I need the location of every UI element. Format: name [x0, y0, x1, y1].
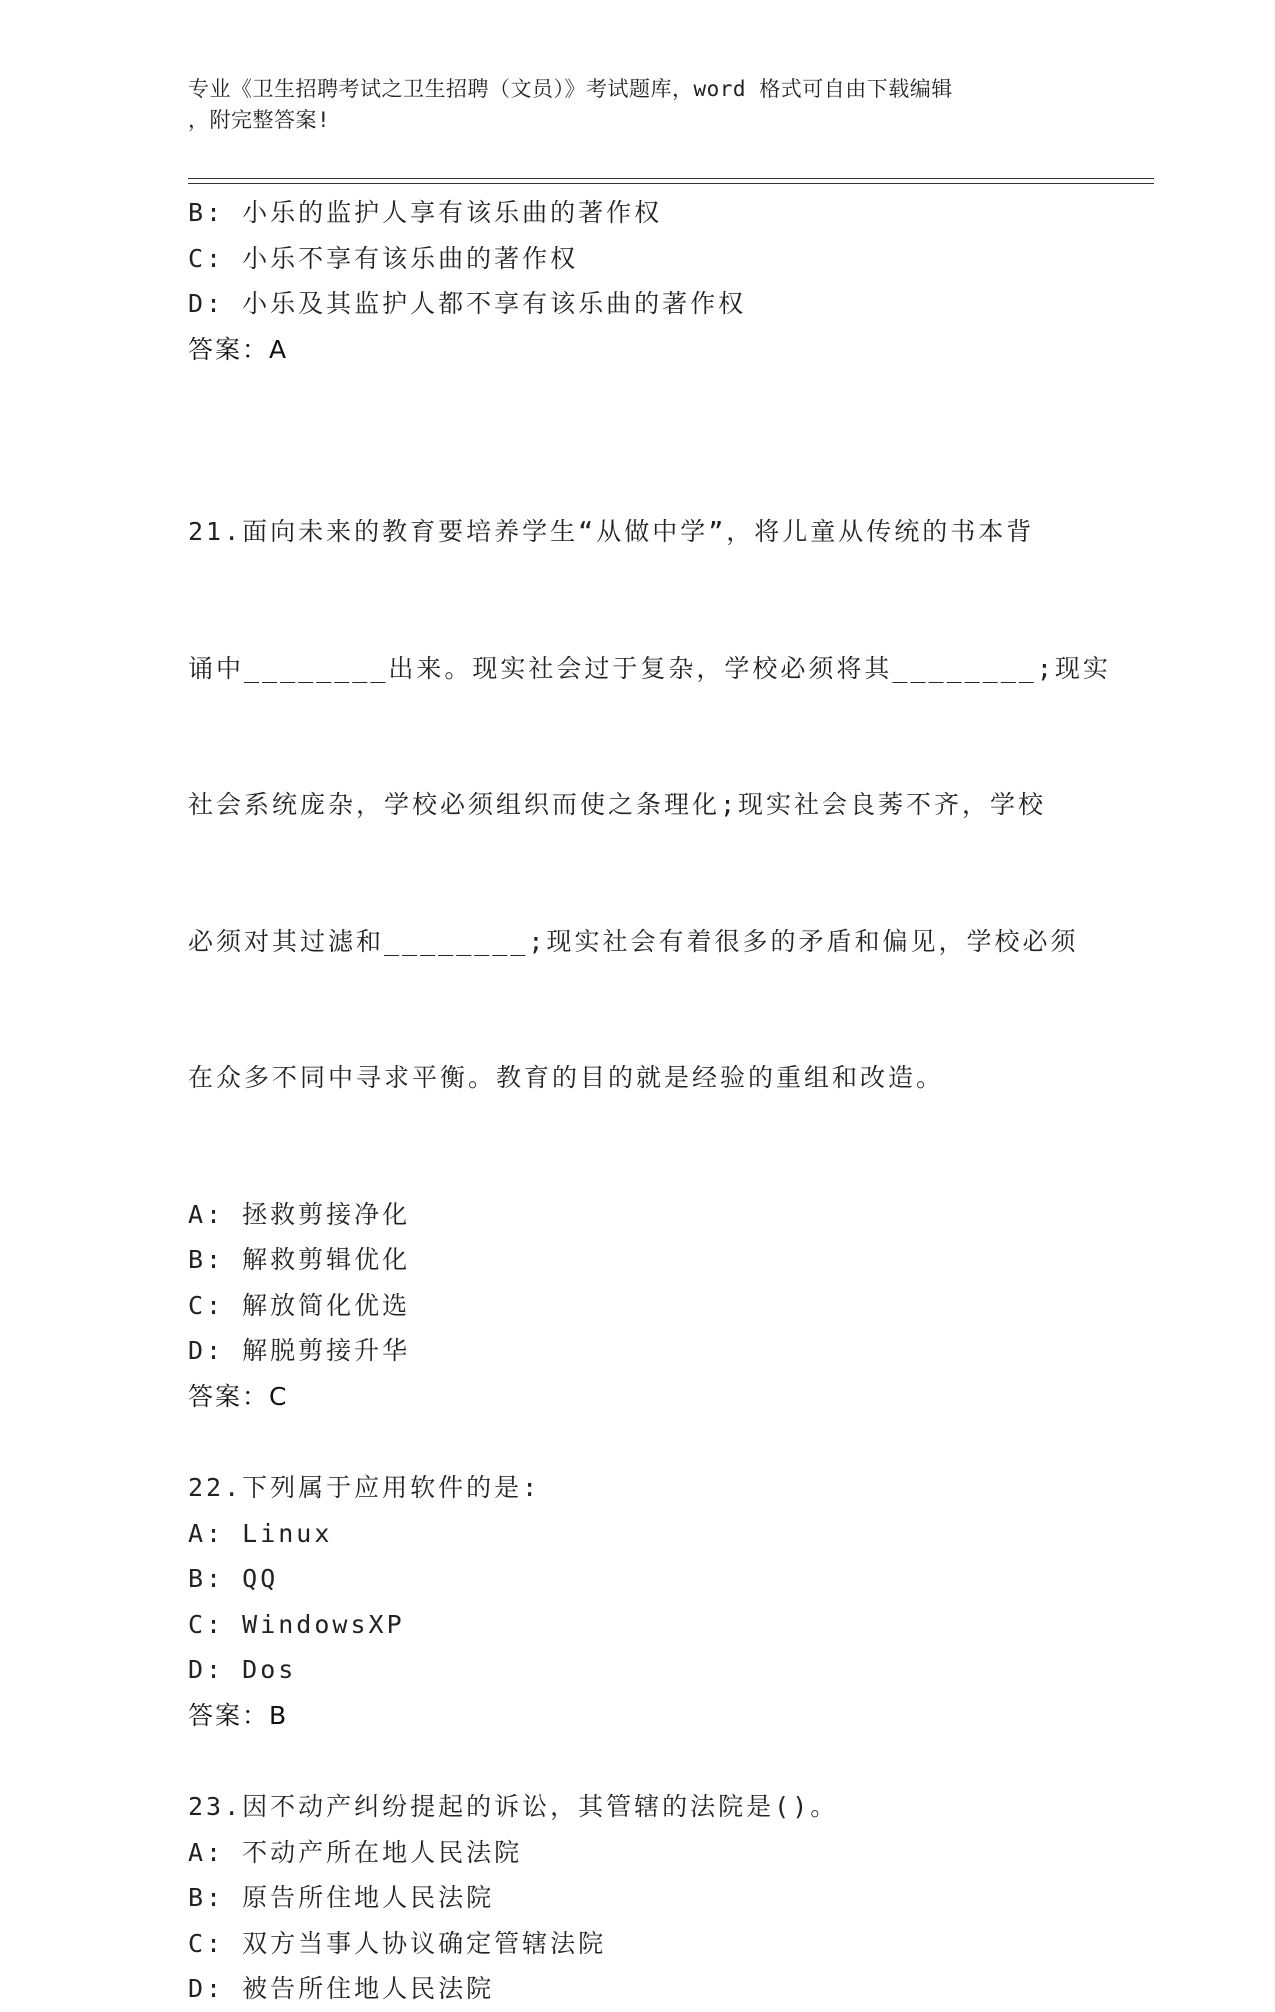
- option-d: D: 被告所住地人民法院: [188, 1974, 495, 2003]
- question-22: [188, 1465, 1088, 1738]
- option-a: A: 不动产所在地人民法院: [188, 1837, 523, 1867]
- answer-line: 答案：B: [188, 1700, 289, 1730]
- question-20-tail: [188, 190, 1088, 372]
- question-23: [188, 1784, 1088, 2012]
- option-d: D: Dos: [188, 1655, 297, 1684]
- question-21: [188, 418, 1111, 1419]
- answer-line: 答案：C: [188, 1381, 289, 1411]
- question-stem: 23.因不动产纠纷提起的诉讼，其管辖的法院是()。: [188, 1792, 839, 1821]
- option-b: B: 小乐的监护人享有该乐曲的著作权: [188, 198, 663, 227]
- document-header: [188, 74, 1068, 136]
- question-stem-line: 在众多不同中寻求平衡。教育的目的就是经验的重组和改造。: [188, 1063, 945, 1092]
- header-line-1: 专业《卫生招聘考试之卫生招聘（文员）》考试题库，word 格式可自由下载编辑: [188, 77, 953, 101]
- option-b: B: QQ: [188, 1564, 279, 1593]
- option-c: C: WindowsXP: [188, 1609, 405, 1639]
- question-stem-line: 社会系统庞杂，学校必须组织而使之条理化;现实社会良莠不齐，学校: [188, 790, 1047, 819]
- option-b: B: 原告所住地人民法院: [188, 1883, 495, 1912]
- question-stem-line: 21.面向未来的教育要培养学生“从做中学”，将儿童从传统的书本背: [188, 517, 1035, 546]
- option-a: A: 拯救剪接净化: [188, 1199, 411, 1229]
- option-b: B: 解救剪辑优化: [188, 1245, 411, 1274]
- question-stem: [188, 418, 1111, 1192]
- option-d: D: 解脱剪接升华: [188, 1336, 411, 1365]
- answer-line: 答案：A: [188, 334, 289, 364]
- option-c: C: 小乐不享有该乐曲的著作权: [188, 243, 579, 273]
- question-stem-line: 必须对其过滤和________;现实社会有着很多的矛盾和偏见，学校必须: [188, 926, 1079, 956]
- question-stem: 22.下列属于应用软件的是:: [188, 1473, 541, 1502]
- header-line-2: ，附完整答案!: [188, 108, 331, 132]
- option-a: A: Linux: [188, 1518, 333, 1548]
- question-list: [188, 190, 1111, 2012]
- option-c: C: 解放简化优选: [188, 1290, 411, 1320]
- header-divider-top: [188, 178, 1154, 179]
- header-divider-bottom: [188, 183, 1154, 184]
- question-stem-line: 诵中________出来。现实社会过于复杂，学校必须将其________;现实: [188, 653, 1111, 683]
- option-d: D: 小乐及其监护人都不享有该乐曲的著作权: [188, 289, 747, 318]
- option-c: C: 双方当事人协议确定管辖法院: [188, 1928, 607, 1958]
